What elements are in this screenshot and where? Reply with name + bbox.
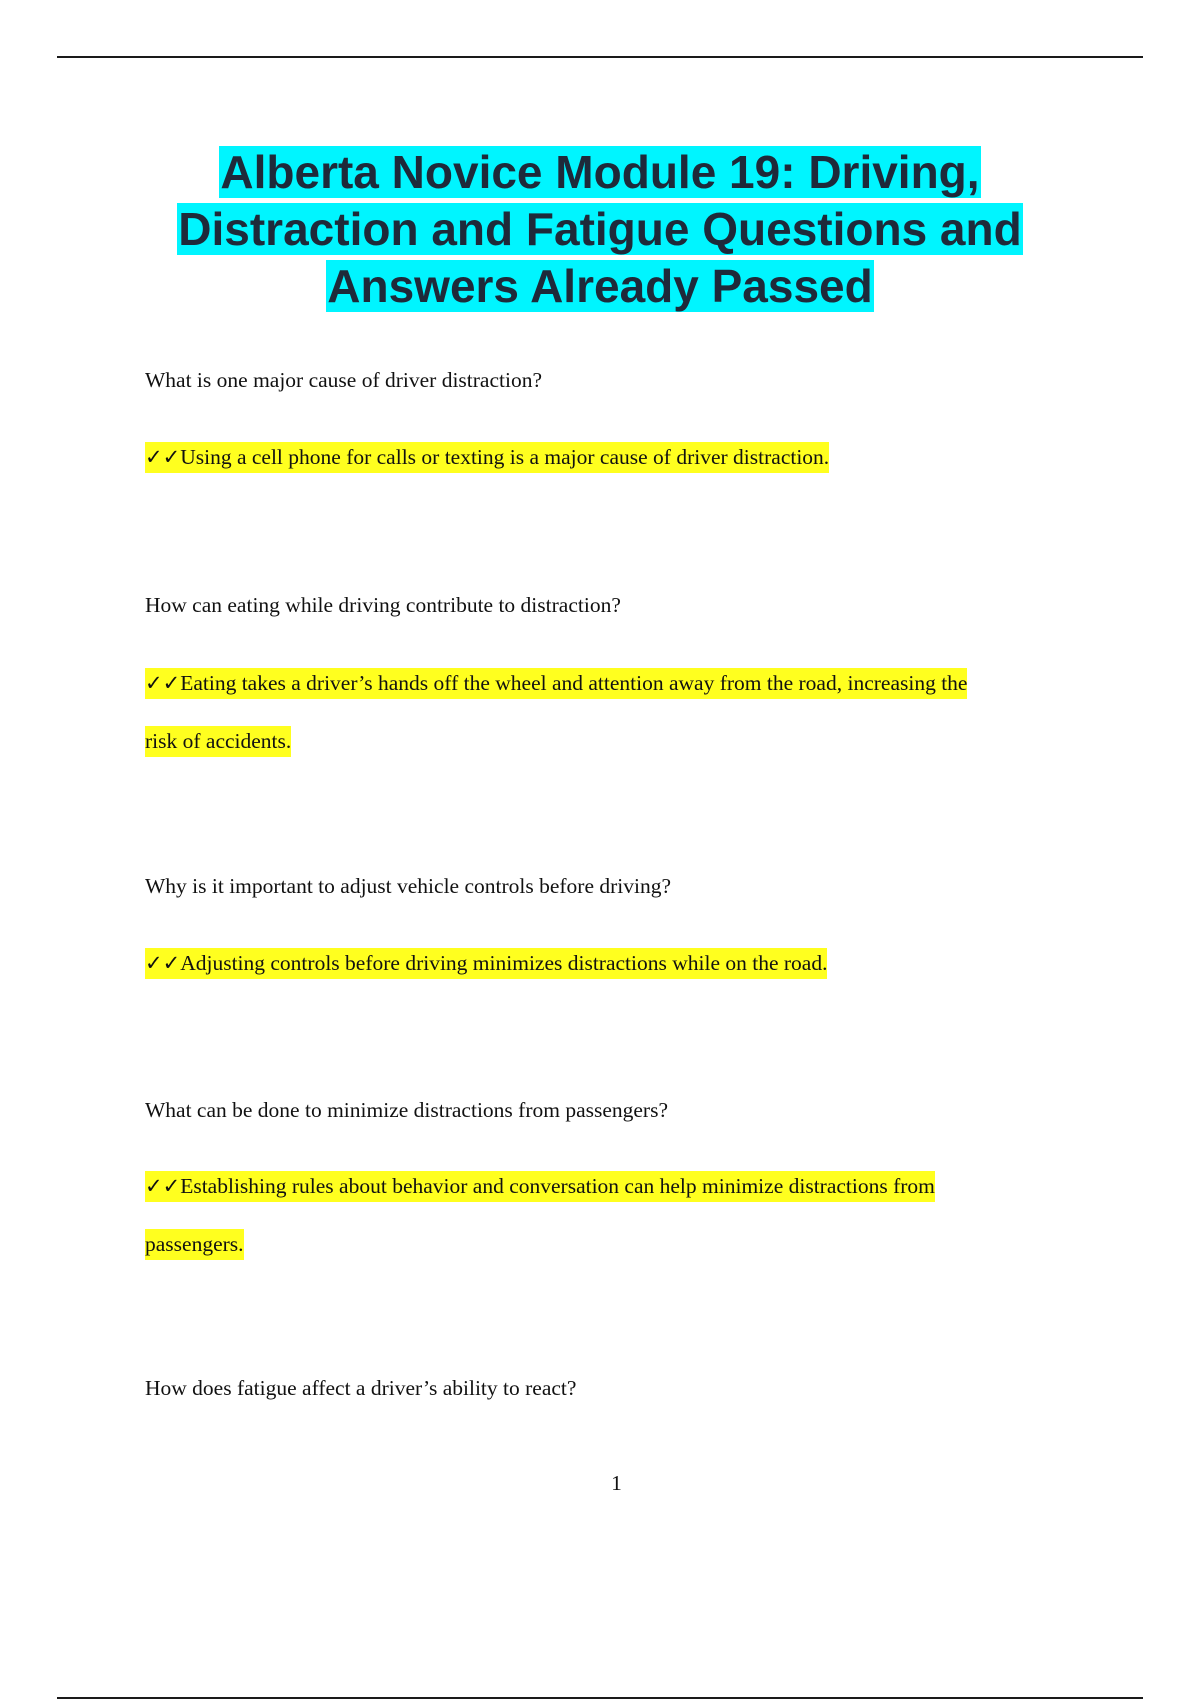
question-1: What is one major cause of driver distraction? (145, 368, 543, 392)
answer-3 (145, 934, 1075, 992)
check-mark-icon: ✓✓ (145, 1174, 181, 1198)
answer-4-line-1: Establishing rules about behavior and conversation can help minimize distractions from (180, 1174, 935, 1198)
answer-4-line-2: passengers. (145, 1232, 244, 1256)
answer-1-text: Using a cell phone for calls or texting is a major cause of driver distraction. (180, 445, 830, 469)
title-line-1: Alberta Novice Module 19: Driving, (220, 146, 980, 198)
page-number: 1 (611, 1471, 622, 1495)
answer-2-line-1: Eating takes a driver’s hands off the wheel and attention away from the road, increasing the (180, 671, 968, 695)
answer-1 (145, 428, 1075, 486)
answer-2 (145, 654, 1075, 770)
check-mark-icon: ✓✓ (145, 445, 181, 469)
answer-4 (145, 1157, 1075, 1273)
title-line-3: Answers Already Passed (327, 260, 873, 312)
check-mark-icon: ✓✓ (145, 951, 181, 975)
answer-3-text: Adjusting controls before driving minimizes distractions while on the road. (180, 951, 828, 975)
question-2: How can eating while driving contribute to distraction? (145, 593, 621, 617)
check-mark-icon: ✓✓ (145, 671, 181, 695)
answer-2-line-2: risk of accidents. (145, 729, 292, 753)
bottom-rule (57, 1697, 1143, 1699)
top-rule (57, 56, 1143, 58)
document-title (0, 144, 1200, 315)
question-5: How does fatigue affect a driver’s ability to react? (145, 1376, 577, 1400)
question-4: What can be done to minimize distractions from passengers? (145, 1098, 669, 1122)
question-3: Why is it important to adjust vehicle controls before driving? (145, 874, 672, 898)
title-line-2: Distraction and Fatigue Questions and (178, 203, 1022, 255)
